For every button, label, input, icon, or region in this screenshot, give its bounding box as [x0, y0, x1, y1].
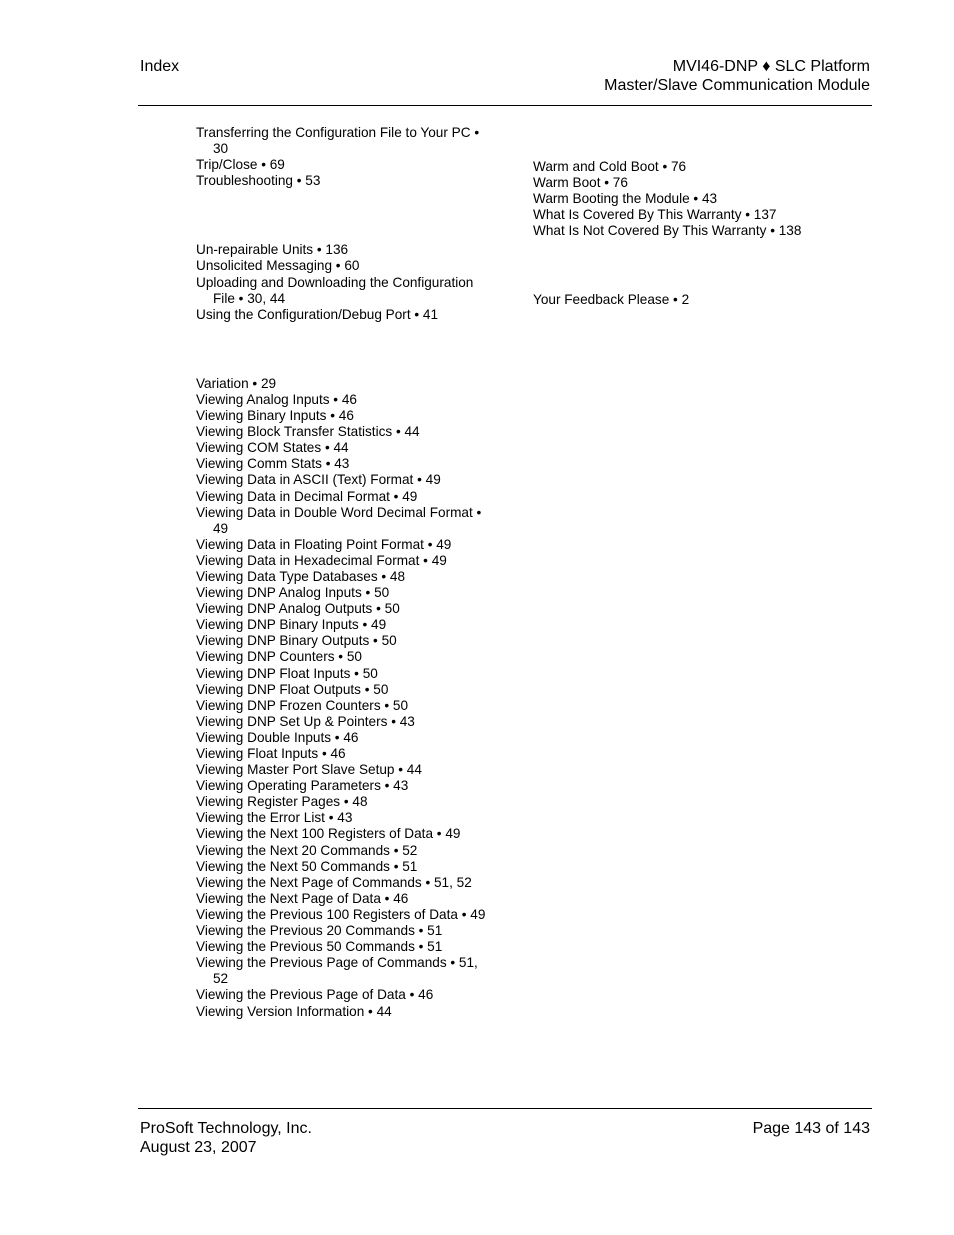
index-entry: Viewing DNP Float Outputs • 50 [196, 681, 389, 697]
index-entry: Viewing Block Transfer Statistics • 44 [196, 424, 420, 440]
index-entry: Viewing the Previous 20 Commands • 51 [196, 923, 443, 939]
index-entry: Viewing DNP Binary Inputs • 49 [196, 617, 387, 633]
index-entry: Warm Boot • 76 [533, 175, 628, 191]
index-entry: Using the Configuration/Debug Port • 41 [196, 306, 439, 322]
index-entry: Viewing Data in Hexadecimal Format • 49 [196, 552, 447, 568]
index-entry: Viewing DNP Counters • 50 [196, 649, 362, 665]
index-entry: What Is Covered By This Warranty • 137 [533, 207, 777, 223]
index-entry: Viewing DNP Float Inputs • 50 [196, 665, 378, 681]
index-entry: Viewing DNP Analog Outputs • 50 [196, 601, 400, 617]
index-group-t [196, 125, 486, 189]
index-entry: What Is Not Covered By This Warranty • 138 [533, 223, 802, 239]
index-entry: Viewing Comm Stats • 43 [196, 456, 350, 472]
header-product [604, 57, 870, 95]
footer-page-number: Page 143 of 143 [752, 1120, 870, 1137]
header-product-line1: MVI46-DNP ♦ SLC Platform [672, 58, 870, 75]
index-entry: Viewing the Previous Page of Data • 46 [196, 987, 434, 1003]
index-entry: Viewing Data in Decimal Format • 49 [196, 488, 418, 504]
index-entry: Viewing the Next 50 Commands • 51 [196, 858, 418, 874]
index-entry: Viewing Double Inputs • 46 [196, 729, 359, 745]
index-entry: Viewing the Previous 100 Registers of Data • 49 [196, 906, 486, 922]
index-group-u [196, 242, 486, 322]
header-divider [138, 105, 872, 106]
index-entry: Viewing Operating Parameters • 43 [196, 778, 409, 794]
index-entry: Your Feedback Please • 2 [533, 292, 690, 308]
index-entry: Viewing the Next Page of Commands • 51, 52 [196, 874, 472, 890]
index-entry: Viewing DNP Set Up & Pointers • 43 [196, 713, 415, 729]
index-entry: Viewing Data in ASCII (Text) Format • 49 [196, 472, 441, 488]
footer-date: August 23, 2007 [140, 1139, 257, 1156]
index-entry: Viewing DNP Frozen Counters • 50 [196, 697, 409, 713]
index-entry: Viewing the Previous Page of Commands • 51, 52 [196, 955, 478, 987]
index-group-w [533, 159, 833, 239]
index-entry: Uploading and Downloading the Configuration File • 30, 44 [196, 274, 474, 306]
index-entry: Viewing the Error List • 43 [196, 810, 353, 826]
index-column-right [533, 125, 833, 309]
index-entry: Variation • 29 [196, 375, 277, 391]
index-entry: Warm Booting the Module • 43 [533, 191, 718, 207]
footer-divider [138, 1108, 872, 1109]
index-entry: Viewing Analog Inputs • 46 [196, 391, 357, 407]
index-entry: Viewing the Next Page of Data • 46 [196, 890, 409, 906]
index-entry: Viewing the Next 20 Commands • 52 [196, 842, 418, 858]
index-entry: Viewing COM States • 44 [196, 440, 349, 456]
index-entry: Viewing the Next 100 Registers of Data • 49 [196, 826, 461, 842]
index-entry: Un-repairable Units • 136 [196, 242, 349, 258]
index-entry: Transferring the Configuration File to Your PC • 30 [196, 125, 480, 157]
index-entry: Warm and Cold Boot • 76 [533, 159, 687, 174]
index-entry: Viewing DNP Analog Inputs • 50 [196, 585, 390, 601]
index-entry: Viewing Master Port Slave Setup • 44 [196, 762, 422, 778]
index-entry: Troubleshooting • 53 [196, 173, 321, 189]
index-group-y [533, 292, 833, 308]
index-entry: Viewing Data in Double Word Decimal Format • 49 [196, 504, 482, 536]
index-entry: Viewing Data in Floating Point Format • 49 [196, 536, 452, 552]
footer-left [140, 1119, 312, 1157]
index-entry: Viewing Version Information • 44 [196, 1003, 392, 1019]
index-entry: Viewing Data Type Databases • 48 [196, 568, 406, 584]
header-section-title: Index [140, 58, 180, 75]
index-entry: Viewing Register Pages • 48 [196, 794, 368, 810]
index-entry: Viewing DNP Binary Outputs • 50 [196, 633, 397, 649]
footer-company: ProSoft Technology, Inc. [140, 1120, 312, 1137]
index-entry: Viewing Float Inputs • 46 [196, 746, 346, 761]
index-column-left [196, 125, 486, 1020]
header-product-line2: Master/Slave Communication Module [604, 77, 870, 94]
index-group-v [196, 376, 486, 1020]
index-entry: Viewing the Previous 50 Commands • 51 [196, 939, 443, 955]
index-entry: Viewing Binary Inputs • 46 [196, 408, 354, 424]
index-entry: Unsolicited Messaging • 60 [196, 258, 360, 274]
index-entry: Trip/Close • 69 [196, 157, 285, 173]
